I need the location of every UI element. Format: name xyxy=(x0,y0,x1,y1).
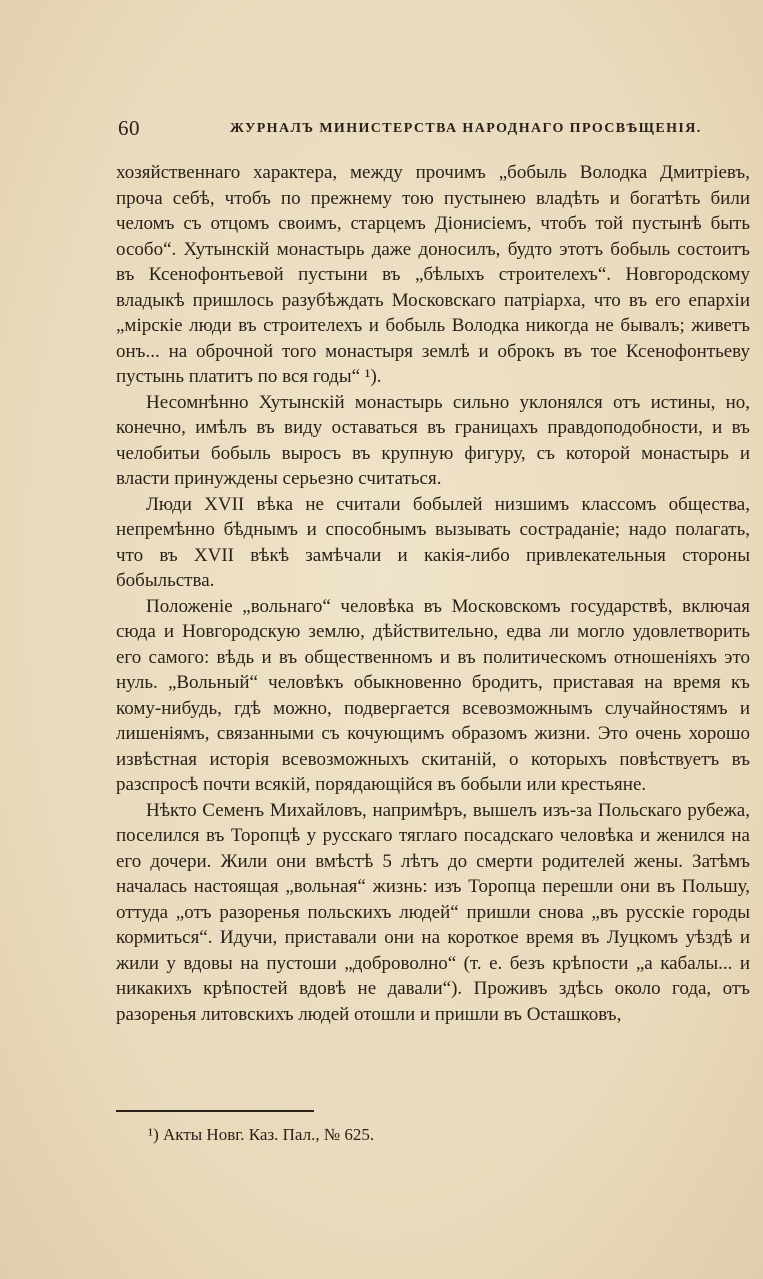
page-number: 60 xyxy=(118,116,140,140)
paragraph: хозяйственнаго характера, между прочимъ „бобыль Володка Дмитріевъ, проча себѣ, чтобъ по прежнему тою пустынею владѣть и богатѣть били челомъ съ отцомъ своимъ, старцемъ Діонисіемъ, чтобъ той пустынѣ быть особо“. Хутынскій монастырь даже доносилъ, будто этотъ бобыль состоитъ въ Ксенофонтьевой пустыни въ „бѣлыхъ строителехъ“. Новгородскому владыкѣ пришлось разубѣждать Московскаго патріарха, что въ его епархіи „мірскіе люди въ строителехъ и бобыль Володка никогда не бывалъ; живетъ онъ... на оброчной того монастыря землѣ и оброкъ въ тое Ксенофонтьеву пустынь платитъ по вся годы“ ¹). xyxy=(116,162,750,387)
page-header xyxy=(118,116,758,140)
paragraph: Нѣкто Семенъ Михайловъ, напримѣръ, вышелъ изъ-за Польскаго рубежа, поселился въ Торопцѣ у русскаго тяглаго посадскаго человѣка и женился на его дочери. Жили они вмѣстѣ 5 лѣтъ до смерти родителей жены. Затѣмъ началась настоящая „вольная“ жизнь: изъ Торопца перешли они въ Польшу, оттуда „отъ разоренья польскихъ людей“ пришли снова „въ русскіе городы кормиться“. Идучи, приставали они на короткое время въ Луцкомъ уѣздѣ и жили у вдовы на пустоши „доброволно“ (т. е. безъ крѣпости „а кабалы... и никакихъ крѣпостей вдовѣ не давали“). Проживъ здѣсь около года, отъ разоренья литовскихъ людей отошли и пришли въ Осташковъ, xyxy=(116,799,750,1025)
paragraph: Несомнѣнно Хутынскій монастырь сильно уклонялся отъ истины, но, конечно, имѣлъ въ виду оставаться въ границахъ правдоподобности, и въ челобитьи бобыль выросъ въ крупную фигуру, съ которой монастырь и власти принуждены серьезно считаться. xyxy=(116,391,750,489)
paragraph: Люди XVII вѣка не считали бобылей низшимъ классомъ общества, непремѣнно бѣднымъ и способнымъ вызывать состраданіе; надо полагать, что въ XVII вѣкѣ замѣчали и какія-либо привлекательныя стороны бобыльства. xyxy=(116,493,750,591)
body-text xyxy=(116,160,750,1027)
footnote-divider xyxy=(116,1110,314,1112)
footnote: ¹) Акты Новг. Каз. Пал., № 625. xyxy=(148,1125,375,1144)
paragraph: Положеніе „вольнаго“ человѣка въ Московскомъ государствѣ, включая сюда и Новгородскую землю, дѣйствительно, едва ли могло удовлетворить его самого: вѣдь и въ общественномъ и въ политическомъ отношеніяхъ это нуль. „Вольный“ человѣкъ обыкновенно бродитъ, приставая на время къ кому-нибудь, гдѣ можно, подвергается всевозможнымъ случайностямъ и лишеніямъ, связанными съ кочующимъ образомъ жизни. Это очень хорошо извѣстная исторія всевозможныхъ скитаній, о которыхъ повѣствуетъ въ разспросѣ почти всякій, порядающійся въ бобыли или крестьяне. xyxy=(116,595,750,795)
running-head: ЖУРНАЛЪ МИНИСТЕРСТВА НАРОДНАГО ПРОСВѢЩЕНІЯ. xyxy=(230,121,702,136)
